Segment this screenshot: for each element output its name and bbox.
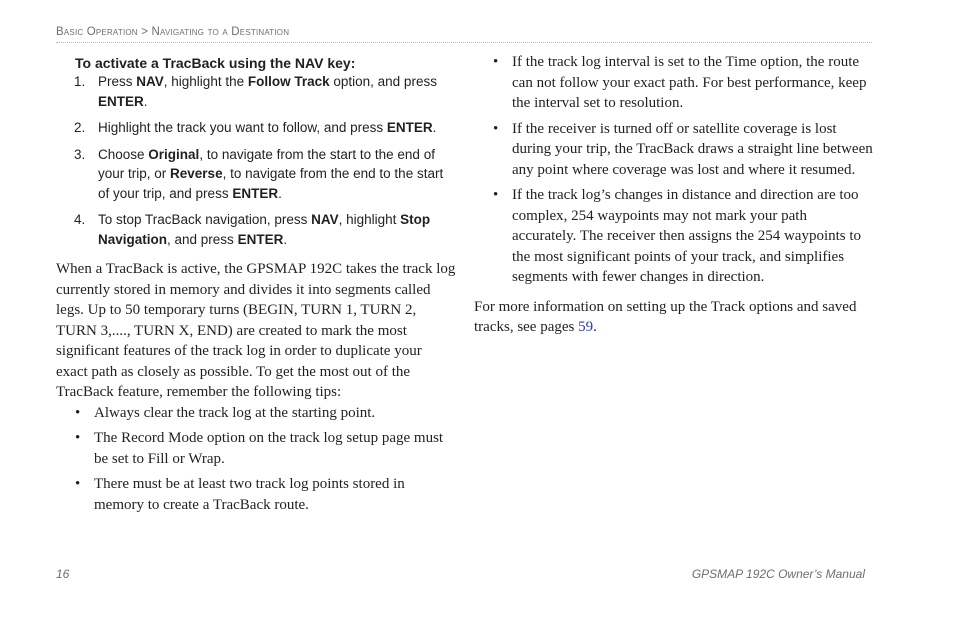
step-text: , highlight the (163, 74, 248, 89)
step-text: , highlight (338, 212, 401, 227)
bullet-icon: • (75, 430, 81, 446)
step-text: Highlight the track you want to follow, and press (98, 120, 387, 135)
right-column (474, 52, 874, 338)
tip-text: The Record Mode option on the track log setup page must be set to Fill or Wrap. (94, 430, 444, 467)
bullet-icon: • (493, 187, 499, 203)
step-text: To stop TracBack navigation, press (98, 212, 312, 227)
tips-list (56, 403, 456, 516)
key-name: ENTER (237, 231, 284, 247)
manual-title: GPSMAP 192C Owner’s Manual (691, 567, 865, 581)
header-divider (56, 42, 872, 43)
more-info-paragraph (474, 297, 874, 338)
tip-item (474, 185, 874, 288)
step-number: 4. (74, 212, 86, 227)
step-text: Press (98, 74, 137, 89)
key-name: ENTER (232, 185, 279, 201)
bullet-icon: • (75, 476, 81, 492)
step-number: 1. (74, 74, 86, 89)
page-number: 16 (56, 567, 70, 581)
step-item (56, 210, 456, 249)
more-info-end: . (593, 319, 597, 335)
breadcrumb-separator: > (137, 26, 152, 38)
tip-text: There must be at least two track log points stored in memory to create a TracBack route. (94, 476, 405, 513)
left-column (56, 54, 456, 520)
key-name: NAV (136, 74, 164, 89)
bullet-icon: • (493, 120, 499, 137)
procedure-steps (56, 72, 456, 249)
option-name: Reverse (170, 166, 223, 181)
tip-text: If the track log interval is set to the Time option, the route can not follow your exact path. For best performance, keep the interval set to resolution. (512, 54, 867, 111)
breadcrumb (56, 26, 289, 38)
page-59-link[interactable]: 59 (578, 319, 594, 335)
step-text: , to navigate from the start to the end of your trip, or (98, 146, 435, 181)
tip-text: If the receiver is turned off or satellite coverage is lost during your trip, the TracBack draws a straight line between any point where coverage was lost and where it resumed. (512, 120, 873, 178)
step-text: , and press (167, 231, 238, 247)
bullet-icon: • (75, 404, 81, 421)
step-number: 3. (74, 146, 86, 162)
key-name: ENTER (386, 120, 433, 135)
procedure-heading: To activate a TracBack using the NAV key: (75, 55, 356, 71)
tip-item (56, 403, 456, 424)
step-text: , to navigate from the end to the start of your trip, and press (98, 166, 444, 201)
option-name: Stop Navigation (98, 212, 431, 247)
tip-item (56, 428, 456, 469)
tips-list-continued (474, 52, 874, 288)
tip-text: If the track log’s changes in distance and direction are too complex, 254 waypoints may not mark your path accurately. The receiver then assigns the 254 waypoints to the most significant points of your track, and simplifies segments with fewer changes in direction. (512, 187, 862, 285)
step-text: . (143, 93, 148, 109)
key-name: ENTER (98, 93, 144, 109)
step-item (56, 145, 456, 204)
tip-item (474, 52, 874, 114)
step-text: . (432, 120, 437, 135)
step-text: Choose (98, 146, 149, 162)
breadcrumb-page[interactable]: Navigating to a Destination (151, 26, 290, 38)
breadcrumb-section[interactable]: Basic Operation (56, 26, 138, 38)
option-name: Follow Track (247, 74, 330, 89)
tip-text: Always clear the track log at the starting point. (94, 404, 376, 421)
key-name: NAV (311, 212, 339, 227)
more-info-text: For more information on setting up the Track options and saved tracks, see pages (474, 298, 857, 335)
step-text: . (278, 185, 282, 201)
tracback-description: When a TracBack is active, the GPSMAP 192C takes the track log currently stored in memory and divides it into segments called legs. Up to 50 temporary turns (BEGIN, TURN 1, TURN 2, TURN 3,...., TURN X, END) are created to mark the most significant features of the track log in order to duplicate your exact path as closely as possible. To get the most out of the TracBack feature, remember the following tips: (56, 261, 456, 400)
option-name: Original (148, 146, 200, 162)
tip-item (56, 474, 456, 515)
bullet-icon: • (493, 54, 499, 70)
step-item (56, 72, 456, 111)
step-number: 2. (74, 120, 86, 135)
tip-item (474, 119, 874, 181)
step-text: . (283, 231, 288, 247)
step-text: option, and press (329, 74, 437, 89)
step-item (56, 118, 456, 138)
